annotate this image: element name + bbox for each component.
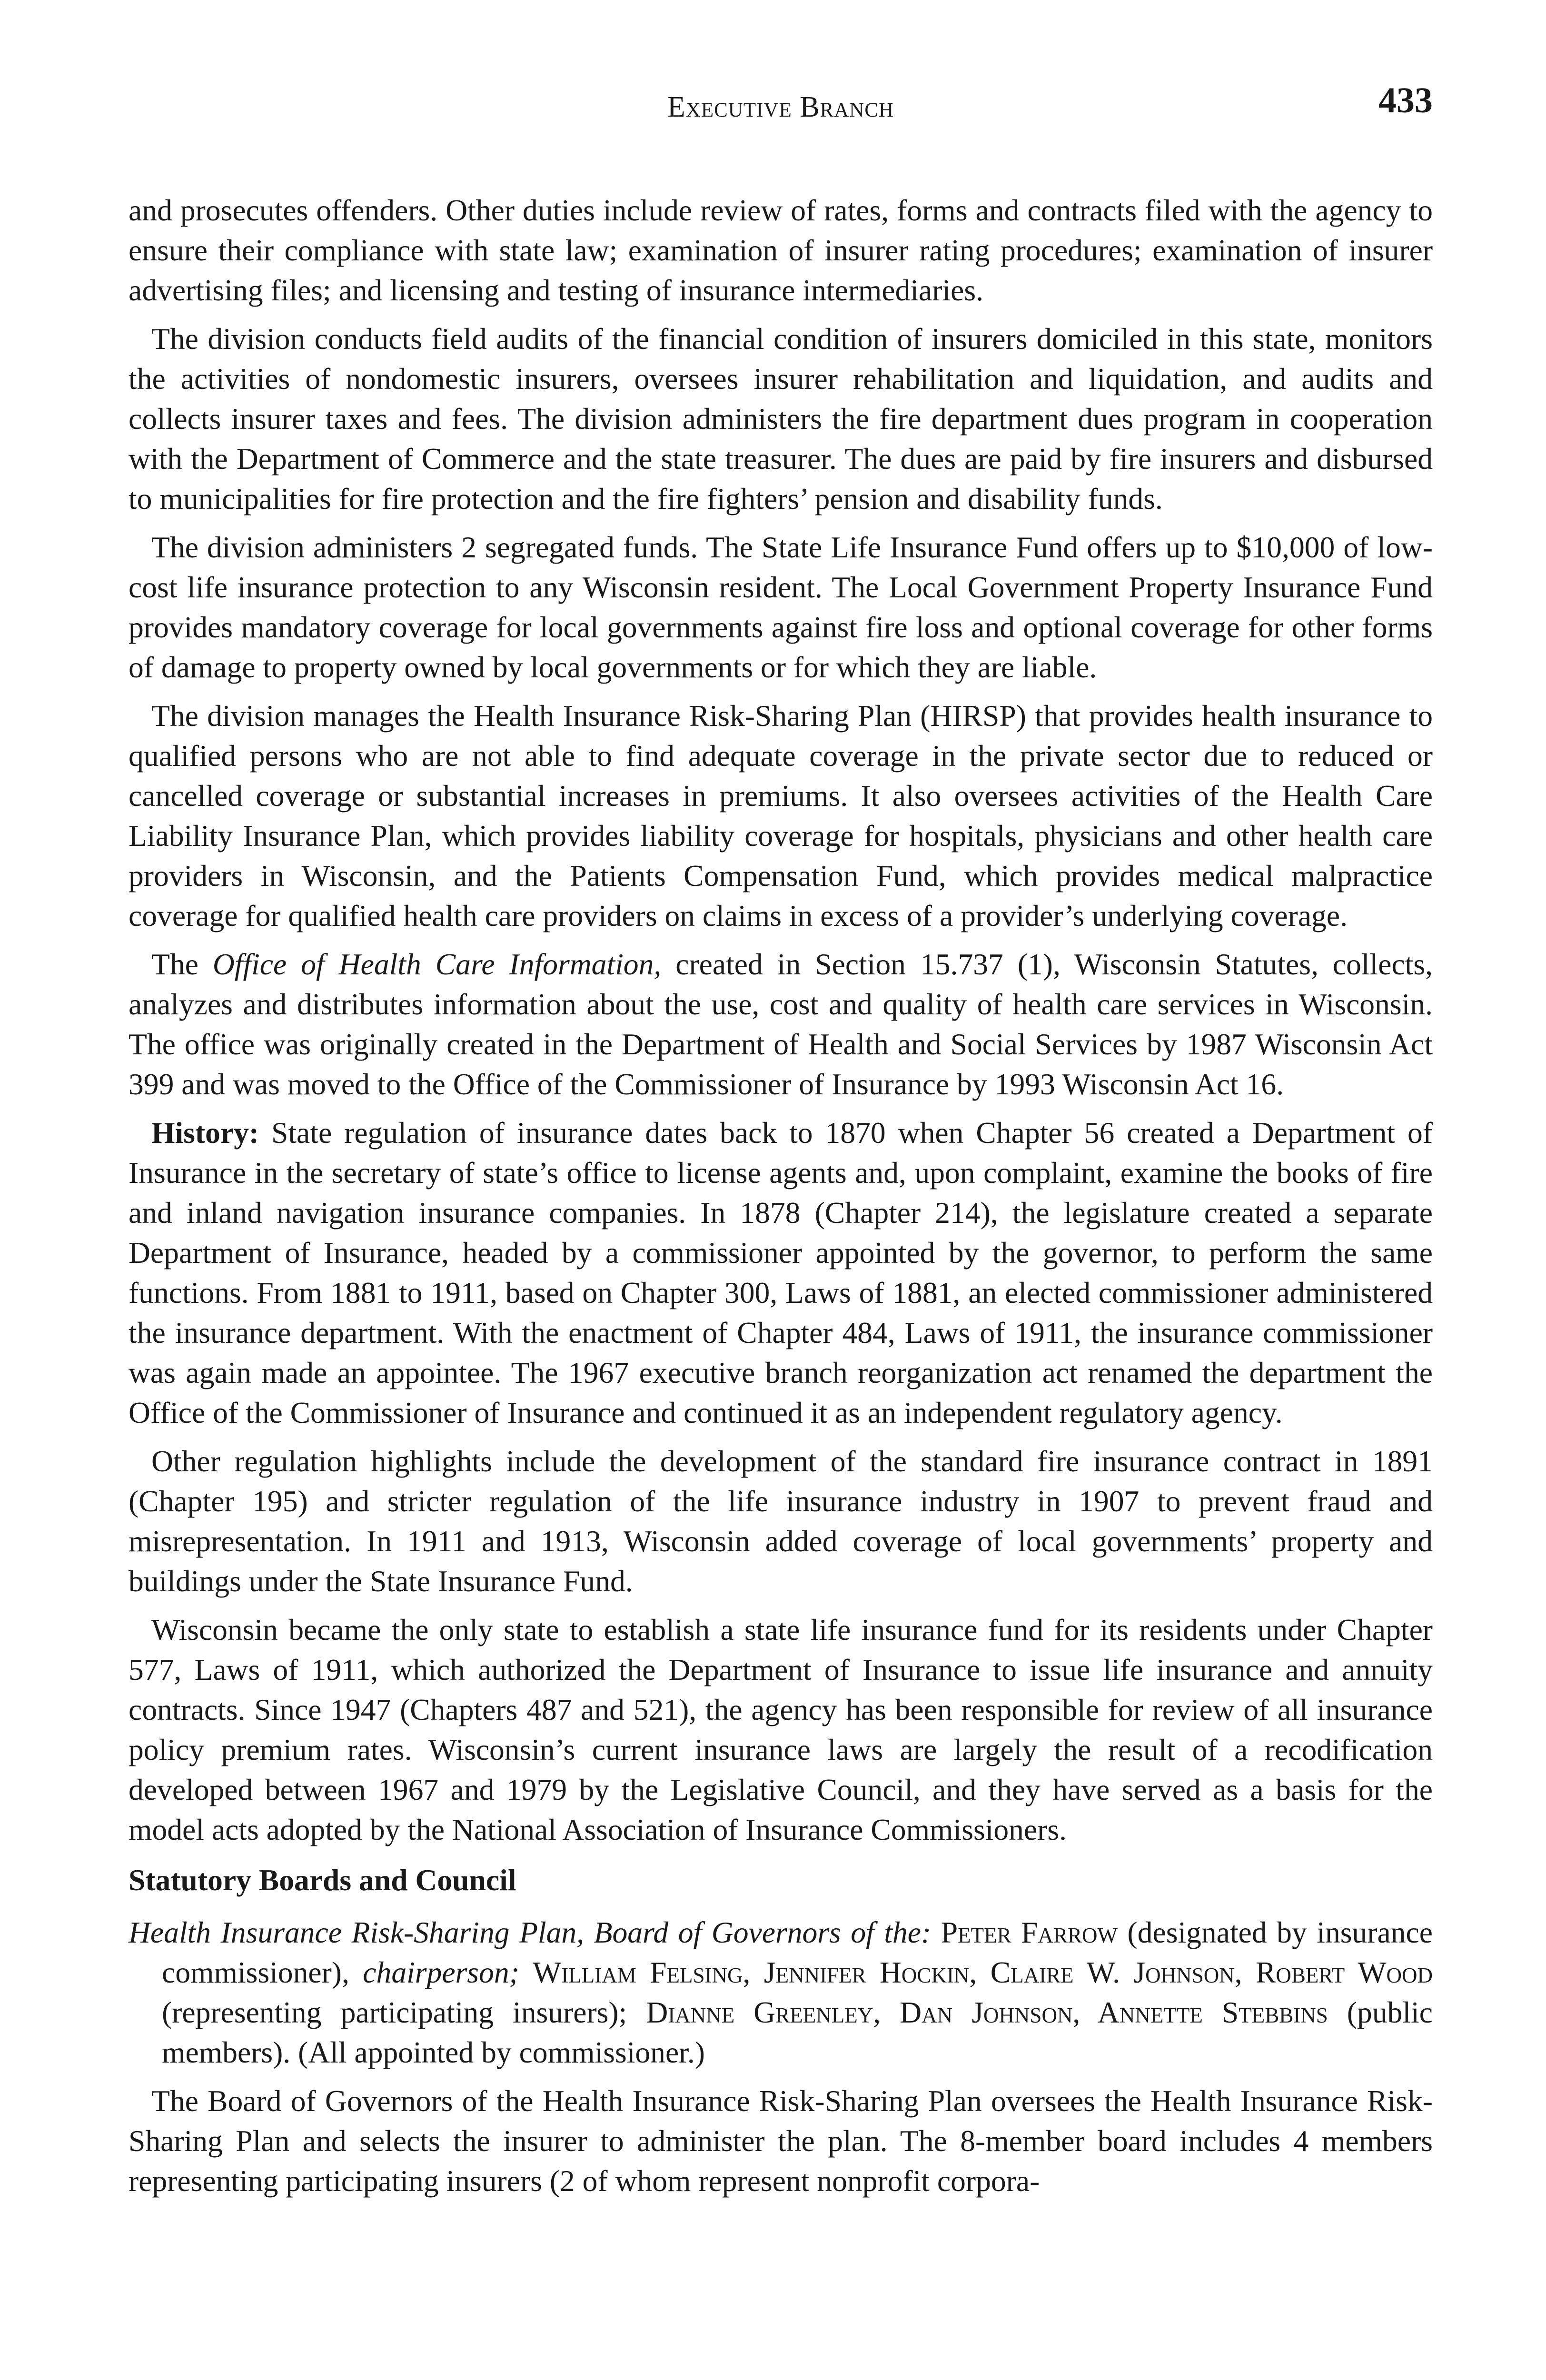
board-insurer-members: William Felsing, Jennifer Hockin, Claire W. Johnson, Robert Wood <box>533 1955 1433 1989</box>
paragraph-hirsp: The division manages the Health Insurance Risk-Sharing Plan (HIRSP) that provides health insurance to qualified persons who are not able to find adequate coverage in the private sector due to reduced or cancelled coverage or substantial increases in premiums. It also oversees activities of the Health Care Liability Insurance Plan, which provides liability coverage for hospitals, physicians and other health care providers in Wisconsin, and the Patients Compensation Fund, which provides medical malpractice coverage for qualified health care providers on claims in excess of a provider’s underlying coverage. <box>129 699 1433 932</box>
page <box>129 71 1433 2210</box>
paragraph-regulation-highlights: Other regulation highlights include the development of the standard fire insurance contract in 1891 (Chapter 195) and stricter regulation of the life insurance industry in 1907 to prevent fraud and misrepresentation. In 1911 and 1913, Wisconsin added coverage of local governments’ property and buildings under the State Insurance Fund. <box>129 1444 1433 1598</box>
board-chair-name: Peter Farrow <box>941 1915 1118 1949</box>
section-heading <box>129 1860 1433 1900</box>
body-text <box>129 190 1433 2201</box>
paragraph-lead: The <box>151 947 213 981</box>
history-text: State regulation of insurance dates back to 1870 when Chapter 56 created a Department of Insurance in the secretary of state’s office to license agents and, upon complaint, examine the books of fire and inland navigation insurance companies. In 1878 (Chapter 214), the legislature created a separate Department of Insurance, headed by a commissioner appointed by the governor, to perform the same functions. From 1881 to 1911, based on Chapter 300, Laws of 1881, an elected commissioner administered the insurance department. With the enactment of Chapter 484, Laws of 1911, the insurance commissioner was again made an appointee. The 1967 executive branch reorganization act renamed the department the Office of the Commissioner of Insurance and continued it as an independent regulatory agency. <box>129 1116 1433 1429</box>
board-insurer-note: (representing participating insurers); <box>162 1995 646 2029</box>
office-name: Office of Health Care Information, <box>212 947 662 981</box>
paragraph-office-health-care-information <box>129 944 1433 1104</box>
section-heading-text: Statutory Boards and Council <box>129 1863 516 1897</box>
board-public-note: (public members). (All appointed by commissioner.) <box>162 1995 1433 2069</box>
board-chair-title: chairperson; <box>363 1955 519 1989</box>
paragraph-board-description: The Board of Governors of the Health Insurance Risk-Sharing Plan oversees the Health Insurance Risk-Sharing Plan and selects the insurer to administer the plan. The 8-member board includes 4 members representing participating insurers (2 of whom represent nonprofit corpora- <box>129 2084 1433 2198</box>
history-label: History: <box>151 1116 259 1150</box>
page-number: 433 <box>1378 80 1433 120</box>
paragraph-history <box>129 1113 1433 1433</box>
paragraph-field-audits: The division conducts field audits of the financial condition of insurers domiciled in this state, monitors the activities of nondomestic insurers, oversees insurer rehabilitation and liquidation, and audits and collects insurer taxes and fees. The division administers the fire department dues program in cooperation with the Department of Commerce and the state treasurer. The dues are paid by fire insurers and disbursed to municipalities for fire protection and the fire fighters’ pension and disability funds. <box>129 322 1433 516</box>
running-head <box>129 71 1433 133</box>
paragraph-state-life-fund: Wisconsin became the only state to establish a state life insurance fund for its residents under Chapter 577, Laws of 1911, which authorized the Department of Insurance to issue life insurance and annuity contracts. Since 1947 (Chapters 487 and 521), the agency has been responsible for review of all insurance policy premium rates. Wisconsin’s current insurance laws are largely the result of a recodification developed between 1967 and 1979 by the Legislative Council, and they have served as a basis for the model acts adopted by the National Association of Insurance Commissioners. <box>129 1613 1433 1846</box>
board-membership <box>129 1913 1433 2073</box>
board-chair-note: (designated by insurance commissioner), <box>162 1915 1433 1989</box>
paragraph-text: created in Section 15.737 (1), Wisconsin Statutes, collects, analyzes and distributes information about the use, cost and quality of health care services in Wisconsin. The office was originally created in the Department of Health and Social Services by 1987 Wisconsin Act 399 and was moved to the Office of the Commissioner of Insurance by 1993 Wisconsin Act 16. <box>129 947 1433 1101</box>
paragraph-segregated-funds: The division administers 2 segregated funds. The State Life Insurance Fund offers up to $10,000 of low-cost life insurance protection to any Wisconsin resident. The Local Government Property Insurance Fund provides mandatory coverage for local governments against fire loss and optional coverage for other forms of damage to property owned by local governments or for which they are liable. <box>129 530 1433 684</box>
board-public-members: Dianne Greenley, Dan Johnson, Annette Stebbins <box>646 1995 1328 2029</box>
paragraph-duties: and prosecutes offenders. Other duties include review of rates, forms and contracts filed with the agency to ensure their compliance with state law; examination of insurer rating procedures; examination of insurer advertising files; and licensing and testing of insurance intermediaries. <box>129 193 1433 307</box>
board-name: Health Insurance Risk-Sharing Plan, Board of Governors of the: <box>129 1915 932 1949</box>
running-title: Executive Branch <box>667 91 894 123</box>
